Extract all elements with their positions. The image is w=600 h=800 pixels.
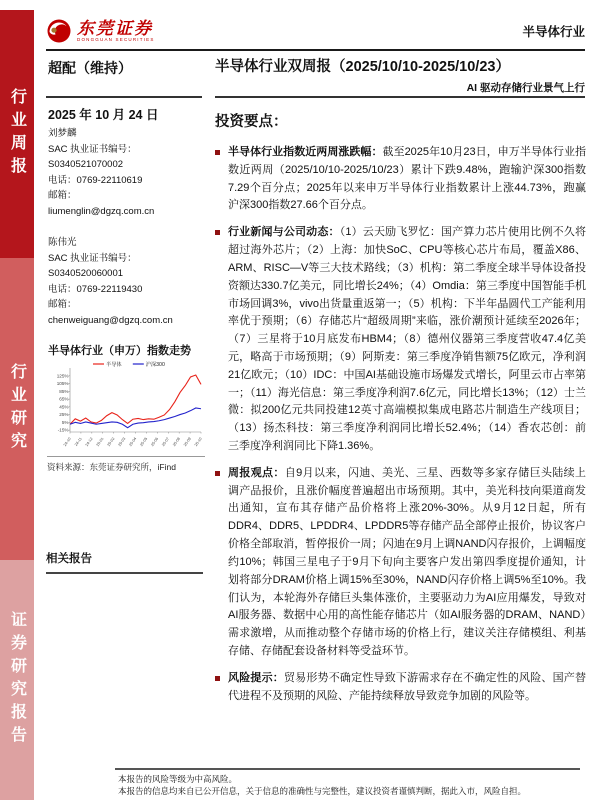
analyst-phone: 电话：0769-22119430	[48, 283, 143, 295]
svg-text:24-12: 24-12	[84, 436, 94, 448]
analyst-info-block	[48, 126, 206, 344]
svg-text:24-11: 24-11	[74, 436, 83, 447]
svg-text:85%: 85%	[59, 388, 69, 394]
bullet-body: （1）云天励飞罗忆：国产算力芯片使用比例不久将超过海外芯片；（2）上海：加快SoC、CPU等核心芯片布局，覆盖X86、ARM、RISC—V等三大技术路线；（3）机构：第二季度全球半导体设备投资额达330.7亿美元，同比增长24%；（4）Omdia：第三季度中国智能手机市场回调3%，vivo出货量重返第一；（5）机构：下半年晶圆代工产能利用率优于预期；（6）存储芯片“超级周期”来临，涨价潮预计延续至2026年；（7）三星将于10月底发布HBM4；（8）德州仪器第三季度营收47.4亿美元，略高于市场预期；（9）阿斯麦：第三季度净销售额75亿欧元，净利润21亿欧元；（10）IDC：中国AI基础设施市场爆发式增长，阿里云市占率第一；（11）海光信息：第三季度净利润7.6亿元，同比增长13%；（12）士兰微：拟200亿元共同投建12英寸高端模拟集成电路芯片制造生产线项目；（13）扬杰科技：第三季度净利润同比增长52.4%；（14）香农芯创：前三季度净利润同比下降1.36%。	[228, 226, 586, 452]
svg-text:25-10: 25-10	[193, 436, 203, 448]
brand-logo	[46, 18, 155, 44]
svg-text:半导体: 半导体	[106, 362, 122, 368]
index-trend-chart	[47, 358, 205, 454]
sidebar-label-industry-weekly: 行业周报	[8, 88, 26, 180]
svg-text:5%: 5%	[61, 419, 69, 425]
analyst-sac-number: S0340521070002	[48, 159, 124, 170]
sidebar-segment-industry-weekly	[0, 10, 34, 258]
bullet-lead: 周报观点：	[228, 466, 285, 479]
svg-text:24-10: 24-10	[62, 436, 72, 448]
svg-text:45%: 45%	[59, 404, 69, 410]
investment-highlights-section	[215, 110, 586, 714]
analyst-email-label: 邮箱：	[48, 299, 77, 310]
svg-text:25-03: 25-03	[117, 436, 127, 448]
bullet-square-icon	[215, 676, 220, 681]
bullet-square-icon	[215, 471, 220, 476]
svg-text:25-08: 25-08	[172, 436, 181, 448]
header-divider	[46, 49, 585, 51]
analyst-email-label: 邮箱：	[48, 190, 77, 201]
bullet-text	[228, 224, 586, 456]
svg-text:25-05: 25-05	[139, 436, 149, 448]
svg-text:25-07: 25-07	[161, 436, 171, 448]
analyst-name: 刘梦麟	[48, 128, 77, 139]
rating-underline	[46, 96, 202, 98]
bullet-square-icon	[215, 150, 220, 155]
svg-text:25-04: 25-04	[128, 436, 138, 448]
bullet-text	[228, 465, 586, 661]
header-row	[46, 14, 585, 48]
analyst-phone: 电话：0769-22110619	[48, 174, 143, 186]
bullet-text	[228, 144, 586, 215]
brand-logo-text-group	[77, 20, 155, 43]
bullet-body: 自9月以来，闪迪、美光、三星、西数等多家存储巨头陆续上调产品报价，且涨价幅度普遍超出市场预期。其中，美光科技向渠道商发出通知，宣布其存储产品价格将上涨20%-30%。从9月12日起，所有DDR4、DDR5、LPDDR4、LPDDR5等存储产品全部停止报价，协议客户价格全部取消，暂停报价一周；闪迪在9月上调NAND闪存报价，上调幅度约10%；韩国三星电子于9月下旬向主要客户发出第四季度提价通知，计划将部分DRAM价格上调15%至30%，NAND闪存价格上调5%至10%。我们认为，本轮海外存储巨头集体涨价，主要驱动力为AI应用爆发，导致对AI服务器、数据中心用的高性能存储芯片（如AI服务器的DRAM、NAND）需求激增，从而推动整个存储市场的价格上行，建议关注存储模组、利基存储、存储配套设备材料等受益环节。	[228, 466, 587, 657]
svg-text:125%: 125%	[56, 373, 69, 379]
dongguan-securities-logo-icon	[46, 18, 72, 44]
footer-risk-level: 本报告的风险等级为中高风险。	[118, 774, 238, 784]
sidebar-label-industry-research: 行业研究	[8, 363, 26, 455]
svg-text:65%: 65%	[59, 396, 69, 402]
bullet-text	[228, 670, 586, 706]
analyst-sac-label: SAC 执业证书编号：	[48, 143, 137, 155]
svg-text:25-02: 25-02	[106, 436, 116, 448]
bullet-square-icon	[215, 230, 220, 235]
analyst-sac-label: SAC 执业证书编号：	[48, 252, 137, 264]
sidebar-segment-securities-report	[0, 560, 34, 800]
brand-name-en: DONGGUAN SECURITIES	[77, 36, 155, 42]
bullet-body: 截至2025年10月23日，申万半导体行业指数近两周（2025/10/10-2025/10/23）累计下跌9.48%，跑输沪深300指数7.29个百分点；2025年以来申万半导体行业指数累计上涨44.73%，跑赢沪深300指数27.66个百分点。	[228, 146, 586, 212]
report-title: 半导体行业双周报（2025/10/10-2025/10/23）	[215, 59, 510, 75]
bullet-lead: 半导体行业指数近两周涨跌幅：	[228, 146, 383, 158]
index-trend-chart-title: 半导体行业（申万）指数走势	[48, 345, 191, 357]
svg-text:-15%: -15%	[57, 427, 69, 433]
analyst-2	[48, 235, 206, 328]
analyst-email: liumenglin@dgzq.com.cn	[48, 205, 155, 217]
bullet-lead: 行业新闻与公司动态：	[228, 226, 340, 239]
brand-name: 东莞证券	[77, 18, 153, 38]
related-reports-heading: 相关报告	[46, 550, 203, 574]
footer-divider	[115, 768, 580, 770]
rating-badge: 超配（维持）	[48, 60, 132, 76]
svg-text:25-06: 25-06	[150, 436, 160, 448]
sidebar-label-securities-report: 证券研究报告	[8, 611, 26, 749]
report-date: 2025 年 10 月 24 日	[48, 108, 159, 122]
report-subtitle: AI 驱动存储行业景气上行	[466, 82, 585, 94]
footer-disclaimer	[118, 773, 580, 797]
bullet-lead: 风险提示：	[228, 671, 284, 684]
bullet-risk-warning	[215, 670, 586, 706]
investment-highlights-heading: 投资要点：	[215, 114, 288, 130]
analyst-email: chenweiguang@dgzq.com.cn	[48, 314, 173, 326]
analyst-1	[48, 126, 206, 219]
analyst-name: 陈伟光	[48, 237, 77, 248]
svg-text:105%: 105%	[56, 381, 69, 387]
svg-text:25-01: 25-01	[95, 436, 105, 448]
bullet-index-performance	[215, 144, 586, 215]
footer-info-note: 本报告的信息均来自已公开信息，关于信息的准确性与完整性，建议投资者谨慎判断，据此入市，风险自担。	[118, 786, 527, 796]
svg-text:25%: 25%	[59, 412, 69, 418]
industry-tag: 半导体行业	[522, 25, 585, 39]
bullet-weekly-view	[215, 465, 586, 661]
analyst-sac-number: S0340520060001	[48, 268, 124, 279]
title-underline	[215, 96, 585, 98]
sidebar-segment-industry-research	[0, 258, 34, 560]
bullet-body: 贸易形势不确定性导致下游需求存在不确定性的风险、国产替代进程不及预期的风险、产能持续释放导致竞争加剧的风险等。	[228, 671, 586, 702]
bullet-industry-news	[215, 224, 586, 456]
svg-text:沪深300: 沪深300	[145, 362, 165, 368]
chart-source-note: 资料来源：东莞证券研究所，iFind	[47, 456, 205, 473]
report-type-sidebar	[0, 10, 34, 800]
svg-text:25-09: 25-09	[183, 436, 192, 448]
